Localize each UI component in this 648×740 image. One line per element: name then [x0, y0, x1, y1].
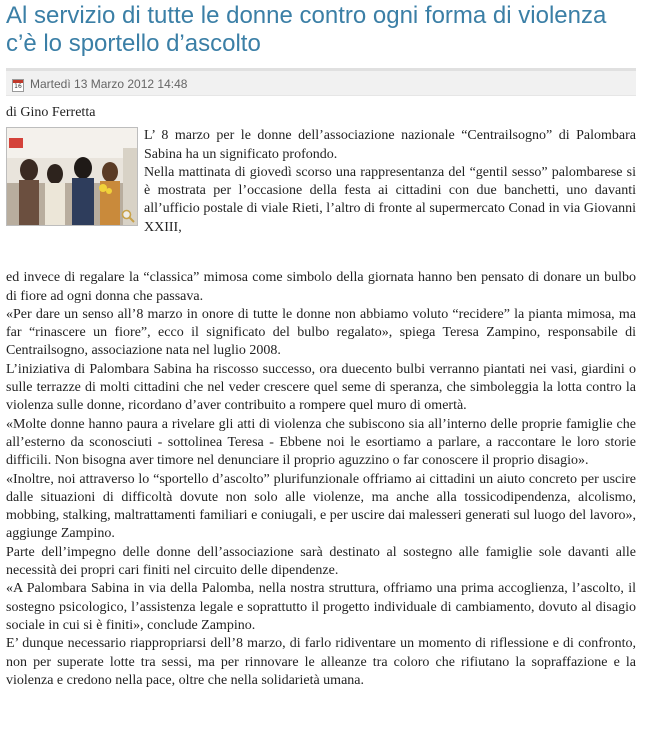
paragraph: «Inoltre, noi attraverso lo “sportello d’ascolto” plurifunzionale offriamo ai cittadini un aiuto concreto per uscire dalle situazioni di difficoltà dovute non solo alle violenze, ma anche alla tossicodipendenza, alcolismo, mobbing, stalking, maltrattamenti familiari e coniugali, e per uscire dai malesseri generati sul luogo del lavoro», aggiunge Zampino.	[6, 471, 636, 542]
paragraph: «Per dare un senso all’8 marzo in onore di tutte le donne non abbiamo voluto “recidere” la pianta mimosa, ma far “rinascere un fiore”, ecco il significato del bulbo regalato», spiega Teresa Zampino, responsabile di Centrailsogno, associazione nata nel luglio 2008.	[6, 306, 636, 359]
calendar-day: 16	[14, 83, 22, 90]
magnifier-icon[interactable]	[121, 209, 135, 223]
paragraph: «Molte donne hanno paura a rivelare gli atti di violenza che subiscono sia all’interno delle proprie famiglie che all’esterno da sconosciuti - sottolinea Teresa - Ebbene noi le esortiamo a parlare, a raccontare le loro storie difficili. Non bisogna aver timore nel denunciare il proprio aguzzino o far conoscere il proprio disagio».	[6, 416, 636, 469]
paragraph: Parte dell’impegno delle donne dell’associazione sarà destinato al sostegno alle famiglie sole davanti alle necessità dei propri cari finiti nel circuito delle dipendenze.	[6, 544, 636, 579]
publish-date: Martedì 13 Marzo 2012 14:48	[30, 77, 188, 91]
calendar-icon	[12, 79, 24, 92]
paragraph: L’iniziativa di Palombara Sabina ha riscosso successo, ora duecento bulbi verranno piantati nei vasi, giardini o sulle terrazze di molti cittadini che nel veder crescere quel seme di speranza, che simboleggia la lotta contro la violenza sulle donne, ricordano d’aver contribuito a rompere quel muro di omertà.	[6, 361, 636, 414]
paragraph: E’ dunque necessario riappropriarsi dell’8 marzo, di farlo ridiventare un momento di riflessione e di confronto, non per superate lotte tra sessi, ma per rinnovare le alleanze tra coloro che rifiutano la sopraffazione e la violenza e credono nella pace, oltre che nella solidarietà umana.	[6, 636, 636, 688]
photo-image	[7, 128, 137, 225]
body-text	[6, 269, 636, 690]
paragraph: Nella mattinata di giovedì scorso una rappresentanza del “gentil sesso” palombarese si è mostrata per l’occasione della festa ai cittadini con due banchetti, uno davanti all’ufficio postale di viale Rieti, l’altro di fronte al supermercato Conad in via Giovanni XXIII,	[144, 164, 636, 235]
paragraph: «A Palombara Sabina in via della Palomba, nella nostra struttura, offriamo una prima accoglienza, l’ascolto, il sostegno psicologico, l’assistenza legale e soprattutto il progetto individuale di cambiamento, dovuto al disagio sociale in cui si è finiti», conclude Zampino.	[6, 581, 636, 633]
article-photo[interactable]	[6, 127, 138, 226]
paragraph: ed invece di regalare la “classica” mimosa come simbolo della giornata hanno ben pensato di donare un bulbo di fiore ad ogni donna che passava.	[6, 270, 636, 304]
photo-block	[6, 127, 636, 269]
article-meta-bar	[6, 68, 636, 96]
article-body	[6, 104, 636, 690]
byline: di Gino Ferretta	[6, 105, 96, 120]
paragraph: L’ 8 marzo per le donne dell’associazione nazionale “Centrailsogno” di Palombara Sabina ha un significato profondo.	[144, 128, 636, 162]
article-title: Al servizio di tutte le donne contro ogni forma di violenza c’è lo sportello d’ascolto	[6, 2, 607, 57]
intro-text	[144, 127, 636, 237]
